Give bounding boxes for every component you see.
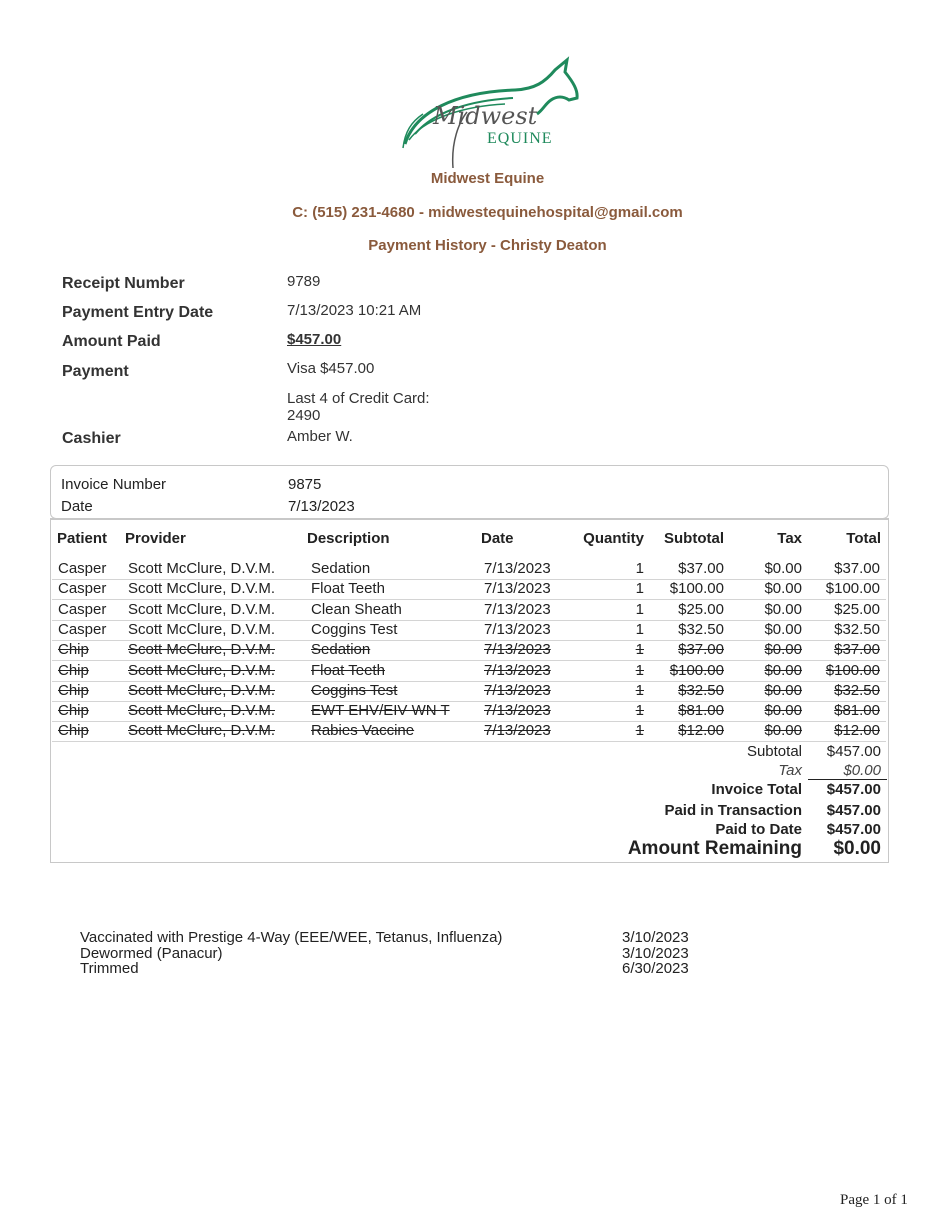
cell-description: Coggins Test [311, 681, 398, 699]
cell-patient: Chip [58, 661, 89, 679]
cell-subtotal: $37.00 [678, 641, 724, 659]
card-label: Last 4 of Credit Card: [287, 390, 430, 407]
table-row [52, 579, 886, 600]
cell-patient: Chip [58, 681, 89, 699]
cell-tax: $0.00 [764, 600, 802, 618]
reminder-date: 3/10/2023 [622, 929, 689, 946]
cell-patient: Chip [58, 722, 89, 740]
cell-total: $37.00 [834, 641, 880, 659]
cell-description: Coggins Test [311, 620, 398, 638]
table-row [52, 640, 886, 661]
cell-provider: Scott McClure, D.V.M. [128, 681, 275, 699]
cell-subtotal: $81.00 [678, 702, 724, 720]
cell-provider: Scott McClure, D.V.M. [128, 560, 275, 577]
cell-quantity: 1 [635, 641, 644, 659]
cell-description: Rabies Vaccine [311, 722, 415, 740]
cell-patient: Casper [58, 620, 107, 638]
col-patient: Patient [57, 530, 108, 547]
cell-quantity: 1 [635, 560, 644, 577]
cell-date: 7/13/2023 [484, 681, 551, 699]
cell-tax: $0.00 [764, 681, 802, 699]
reminder-date: 3/10/2023 [622, 944, 689, 962]
paid-transaction-value: $457.00 [826, 802, 881, 819]
cell-description: Clean Sheath [311, 600, 402, 618]
cashier-label: Cashier [62, 430, 121, 447]
invoice-number-label: Invoice Number [61, 476, 167, 493]
cell-provider: Scott McClure, D.V.M. [128, 620, 275, 638]
cell-subtotal: $37.00 [678, 560, 724, 577]
cell-date: 7/13/2023 [484, 702, 551, 720]
page-title: Payment History - Christy Deaton [368, 237, 607, 254]
table-row [52, 600, 886, 621]
col-date: Date [481, 530, 514, 547]
invoice-number: 9875 [288, 476, 322, 493]
subtotal-value: $457.00 [826, 743, 881, 760]
cell-quantity: 1 [635, 681, 644, 699]
col-subtotal: Subtotal [664, 530, 724, 547]
reminder-date: 6/30/2023 [622, 960, 689, 977]
cell-patient: Chip [58, 641, 89, 659]
cell-provider: Scott McClure, D.V.M. [128, 641, 275, 659]
entry-date-label: Payment Entry Date [62, 304, 214, 321]
clinic-name: Midwest Equine [430, 170, 545, 187]
cell-description: Float Teeth [311, 580, 385, 598]
cell-tax: $0.00 [764, 722, 802, 740]
cell-quantity: 1 [635, 620, 644, 638]
cell-total: $100.00 [825, 580, 880, 598]
cell-subtotal: $100.00 [669, 580, 724, 598]
cell-date: 7/13/2023 [484, 722, 551, 740]
cell-provider: Scott McClure, D.V.M. [128, 702, 275, 720]
cell-subtotal: $12.00 [678, 722, 724, 740]
cell-tax: $0.00 [764, 661, 802, 679]
cell-tax: $0.00 [764, 620, 802, 638]
card-last4: 2490 [287, 407, 321, 424]
cell-patient: Casper [58, 560, 107, 577]
amount-paid-link[interactable]: $457.00 [287, 331, 342, 348]
amount-paid-label: Amount Paid [62, 333, 161, 350]
paid-to-date-label: Paid to Date [715, 821, 802, 838]
col-quantity: Quantity [583, 530, 644, 547]
clinic-contact: C: (515) 231-4680 - midwestequinehospital@gmail.com [292, 204, 683, 221]
table-row [52, 681, 886, 702]
invoice-date-label: Date [61, 498, 93, 515]
cell-provider: Scott McClure, D.V.M. [128, 661, 275, 679]
col-description: Description [307, 530, 390, 547]
tax-value: $0.00 [843, 762, 881, 779]
cell-description: Sedation [311, 560, 371, 577]
cell-quantity: 1 [635, 722, 644, 740]
receipt-number: 9789 [287, 273, 321, 290]
table-row [52, 721, 886, 742]
cell-subtotal: $100.00 [669, 661, 724, 679]
reminder-text: Trimmed [80, 960, 139, 977]
cashier-name: Amber W. [287, 428, 353, 445]
receipt-number-label: Receipt Number [62, 275, 185, 292]
entry-date: 7/13/2023 10:21 AM [287, 302, 422, 319]
col-provider: Provider [125, 530, 186, 547]
cell-description: Float Teeth [311, 661, 385, 679]
cell-total: $32.50 [834, 620, 880, 638]
logo [395, 52, 585, 172]
cell-date: 7/13/2023 [484, 600, 551, 618]
table-row [52, 559, 886, 580]
cell-total: $32.50 [834, 681, 880, 699]
cell-quantity: 1 [635, 661, 644, 679]
payment-method: Visa $457.00 [287, 360, 375, 377]
cell-subtotal: $32.50 [678, 620, 724, 638]
payment-label: Payment [62, 363, 129, 380]
reminder-text: Vaccinated with Prestige 4-Way (EEE/WEE, Tetanus, Influenza) [80, 929, 503, 946]
cell-total: $25.00 [834, 600, 880, 618]
invoice-header-box [50, 465, 889, 519]
table-row [52, 661, 886, 682]
paid-to-date-value: $457.00 [826, 821, 881, 838]
cell-description: Sedation [311, 641, 371, 659]
cell-date: 7/13/2023 [484, 580, 551, 598]
cell-subtotal: $32.50 [678, 681, 724, 699]
cell-tax: $0.00 [764, 641, 802, 659]
page-number: Page 1 of 1 [840, 1192, 908, 1208]
table-row [52, 701, 886, 722]
cell-description: EWT EHV/EIV WN T [311, 702, 450, 720]
cell-total: $12.00 [834, 722, 880, 740]
cell-date: 7/13/2023 [484, 620, 551, 638]
amount-remaining-value: $0.00 [833, 838, 881, 859]
cell-date: 7/13/2023 [484, 661, 551, 679]
cell-tax: $0.00 [764, 580, 802, 598]
cell-provider: Scott McClure, D.V.M. [128, 580, 275, 598]
logo-subword: EQUINE [487, 130, 553, 147]
cell-patient: Chip [58, 702, 89, 720]
cell-date: 7/13/2023 [484, 641, 551, 659]
tax-label: Tax [778, 762, 802, 779]
invoice-date: 7/13/2023 [288, 498, 355, 515]
cell-date: 7/13/2023 [484, 560, 551, 577]
cell-quantity: 1 [635, 580, 644, 598]
col-total: Total [846, 530, 881, 547]
logo-wordmark: Midwest [433, 102, 538, 130]
cell-tax: $0.00 [764, 702, 802, 720]
cell-provider: Scott McClure, D.V.M. [128, 600, 275, 618]
cell-total: $100.00 [825, 661, 880, 679]
col-tax: Tax [777, 530, 802, 547]
cell-total: $81.00 [834, 702, 880, 720]
invoice-total-label: Invoice Total [711, 781, 802, 798]
cell-quantity: 1 [635, 600, 644, 618]
cell-provider: Scott McClure, D.V.M. [128, 722, 275, 740]
paid-transaction-label: Paid in Transaction [664, 802, 802, 819]
cell-patient: Casper [58, 600, 107, 618]
cell-subtotal: $25.00 [678, 600, 724, 618]
totals-divider [808, 779, 887, 780]
cell-patient: Casper [58, 580, 107, 598]
reminder-text: Dewormed (Panacur) [80, 944, 223, 962]
cell-tax: $0.00 [764, 560, 802, 577]
subtotal-label: Subtotal [746, 743, 802, 760]
table-row [52, 620, 886, 641]
amount-remaining-label: Amount Remaining [627, 838, 802, 859]
cell-quantity: 1 [635, 702, 644, 720]
cell-total: $37.00 [834, 560, 880, 577]
invoice-total-value: $457.00 [826, 781, 881, 798]
